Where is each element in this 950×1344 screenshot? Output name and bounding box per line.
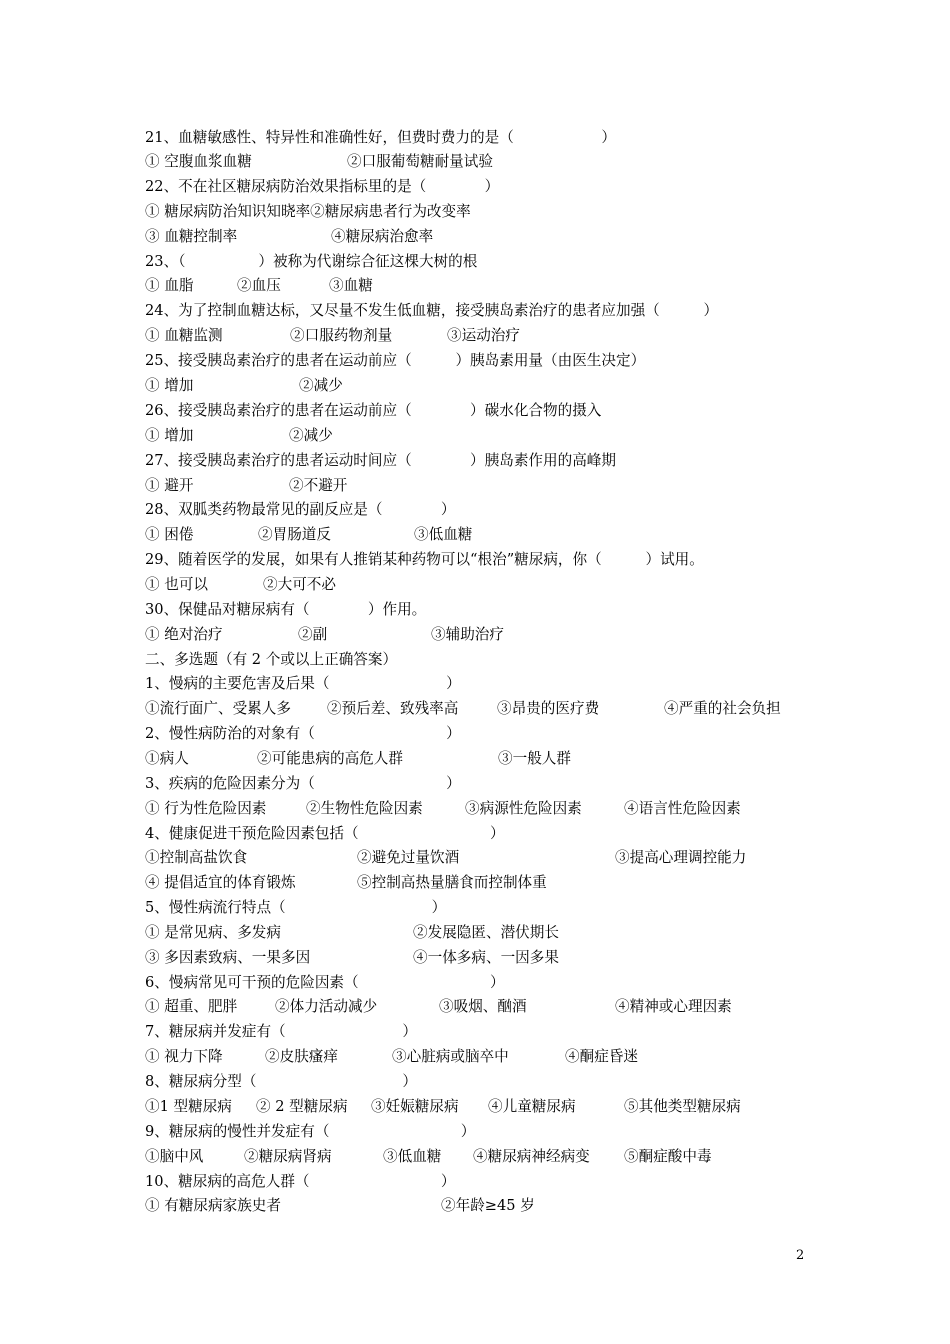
- option-item: ②发展隐匿、潜伏期长: [413, 924, 559, 941]
- question-text: 7、糖尿病并发症有（ ）: [145, 1023, 417, 1040]
- options-row: [145, 575, 845, 595]
- options-row: [145, 326, 845, 346]
- options-row: [145, 202, 845, 222]
- option-item: ②大可不必: [263, 576, 336, 593]
- question-text: 10、糖尿病的高危人群（ ）: [145, 1173, 456, 1190]
- option-item: ①控制高盐饮食: [145, 849, 248, 866]
- options-row: [145, 848, 845, 868]
- options-row: [145, 625, 845, 645]
- option-item: ②糖尿病肾病: [244, 1148, 332, 1165]
- question-text: 6、慢病常见可干预的危险因素（ ）: [145, 974, 505, 991]
- option-item: ② 2 型糖尿病: [256, 1098, 348, 1115]
- option-item: ②避免过量饮酒: [357, 849, 460, 866]
- option-item: ③ 多因素致病、一果多因: [145, 949, 311, 966]
- question-text: 9、糖尿病的慢性并发症有（ ）: [145, 1123, 476, 1140]
- option-item: ① 血糖监测: [145, 327, 223, 344]
- option-item: ④糖尿病神经病变: [473, 1148, 590, 1165]
- question-text: 30、保健品对糖尿病有（ ）作用。: [145, 601, 427, 618]
- option-item: ①流行面广、受累人多: [145, 700, 291, 717]
- option-item: ⑤其他类型糖尿病: [624, 1098, 741, 1115]
- question-text: 1、慢病的主要危害及后果（ ）: [145, 675, 461, 692]
- option-item: ④一体多病、一因多果: [413, 949, 559, 966]
- option-item: ③昂贵的医疗费: [497, 700, 600, 717]
- option-item: ③心脏病或脑卒中: [392, 1048, 509, 1065]
- options-row: [145, 1097, 845, 1117]
- options-row: [145, 525, 845, 545]
- question-text: 3、疾病的危险因素分为（ ）: [145, 775, 461, 792]
- options-row: [145, 476, 845, 496]
- option-item: ①1 型糖尿病: [145, 1098, 232, 1115]
- option-item: ① 是常见病、多发病: [145, 924, 281, 941]
- option-item: ②副: [298, 626, 328, 643]
- options-row: [145, 948, 845, 968]
- options-row: [145, 699, 845, 719]
- option-item: ④糖尿病治愈率: [331, 228, 434, 245]
- option-item: ④语言性危险因素: [624, 800, 741, 817]
- option-item: ②口服葡萄糖耐量试验: [347, 153, 493, 170]
- options-row: [145, 997, 845, 1017]
- option-item: ① 糖尿病防治知识知晓率②糖尿病患者行为改变率: [145, 203, 471, 220]
- option-item: ②生物性危险因素: [306, 800, 423, 817]
- option-item: ① 增加: [145, 377, 194, 394]
- question-text: 23、（ ）被称为代谢综合征这棵大树的根: [145, 253, 478, 270]
- option-item: ③一般人群: [498, 750, 571, 767]
- option-item: ②体力活动减少: [275, 998, 378, 1015]
- question-text: 22、不在社区糖尿病防治效果指标里的是（ ）: [145, 178, 500, 195]
- question-text: 24、为了控制血糖达标，又尽量不发生低血糖，接受胰岛素治疗的患者应加强（ ）: [145, 302, 719, 319]
- option-item: ① 有糖尿病家族史者: [145, 1197, 281, 1214]
- options-row: [145, 1047, 845, 1067]
- option-item: ①病人: [145, 750, 189, 767]
- option-item: ① 行为性危险因素: [145, 800, 267, 817]
- option-item: ④酮症昏迷: [565, 1048, 638, 1065]
- option-item: ① 绝对治疗: [145, 626, 223, 643]
- options-row: [145, 376, 845, 396]
- option-item: ②皮肤瘙痒: [265, 1048, 338, 1065]
- question-text: 29、随着医学的发展，如果有人推销某种药物可以“根治”糖尿病，你（ ）试用。: [145, 551, 704, 568]
- option-item: ②胃肠道反: [258, 526, 331, 543]
- options-row: [145, 426, 845, 446]
- option-item: ①脑中风: [145, 1148, 204, 1165]
- option-item: ① 增加: [145, 427, 194, 444]
- option-item: ① 也可以: [145, 576, 209, 593]
- option-item: ③辅助治疗: [431, 626, 504, 643]
- option-item: ②血压: [237, 277, 281, 294]
- option-item: ⑤酮症酸中毒: [624, 1148, 712, 1165]
- option-item: ②减少: [289, 427, 333, 444]
- options-row: [145, 799, 845, 819]
- options-row: [145, 873, 845, 893]
- option-item: ③吸烟、酗酒: [439, 998, 527, 1015]
- options-row: [145, 1196, 845, 1216]
- option-item: ① 超重、肥胖: [145, 998, 238, 1015]
- options-row: [145, 749, 845, 769]
- option-item: ②不避开: [289, 477, 348, 494]
- option-item: ① 视力下降: [145, 1048, 223, 1065]
- option-item: ① 困倦: [145, 526, 194, 543]
- option-item: ③妊娠糖尿病: [371, 1098, 459, 1115]
- option-item: ④ 提倡适宜的体育锻炼: [145, 874, 296, 891]
- option-item: ③提高心理调控能力: [615, 849, 747, 866]
- options-row: [145, 152, 845, 172]
- option-item: ① 空腹血浆血糖: [145, 153, 252, 170]
- option-item: ④儿童糖尿病: [488, 1098, 576, 1115]
- question-text: 25、接受胰岛素治疗的患者在运动前应（ ）胰岛素用量（由医生决定）: [145, 352, 646, 369]
- option-item: ③病源性危险因素: [465, 800, 582, 817]
- question-text: 2、慢性病防治的对象有（ ）: [145, 725, 461, 742]
- question-text: 27、接受胰岛素治疗的患者运动时间应（ ）胰岛素作用的高峰期: [145, 452, 616, 469]
- page-number: 2: [796, 1248, 805, 1263]
- question-text: 26、接受胰岛素治疗的患者在运动前应（ ）碳水化合物的摄入: [145, 402, 602, 419]
- question-text: 28、双胍类药物最常见的副反应是（ ）: [145, 501, 456, 518]
- question-text: 8、糖尿病分型（ ）: [145, 1073, 417, 1090]
- option-item: ②可能患病的高危人群: [257, 750, 403, 767]
- options-row: [145, 227, 845, 247]
- options-row: [145, 276, 845, 296]
- options-row: [145, 1147, 845, 1167]
- option-item: ① 血脂: [145, 277, 194, 294]
- option-item: ③低血糖: [414, 526, 473, 543]
- option-item: ②年龄≥45 岁: [441, 1197, 535, 1214]
- option-item: ②减少: [299, 377, 343, 394]
- question-text: 二、多选题（有 2 个或以上正确答案）: [145, 651, 398, 668]
- option-item: ②预后差、致残率高: [327, 700, 459, 717]
- option-item: ③运动治疗: [447, 327, 520, 344]
- option-item: ④精神或心理因素: [615, 998, 732, 1015]
- option-item: ⑤控制高热量膳食而控制体重: [357, 874, 547, 891]
- option-item: ④严重的社会负担: [664, 700, 781, 717]
- option-item: ③ 血糖控制率: [145, 228, 238, 245]
- question-text: 5、慢性病流行特点（ ）: [145, 899, 447, 916]
- option-item: ②口服药物剂量: [290, 327, 393, 344]
- question-text: 4、健康促进干预危险因素包括（ ）: [145, 825, 505, 842]
- option-item: ① 避开: [145, 477, 194, 494]
- option-item: ③低血糖: [383, 1148, 442, 1165]
- option-item: ③血糖: [329, 277, 373, 294]
- options-row: [145, 923, 845, 943]
- question-text: 21、血糖敏感性、特异性和准确性好，但费时费力的是（ ）: [145, 129, 616, 146]
